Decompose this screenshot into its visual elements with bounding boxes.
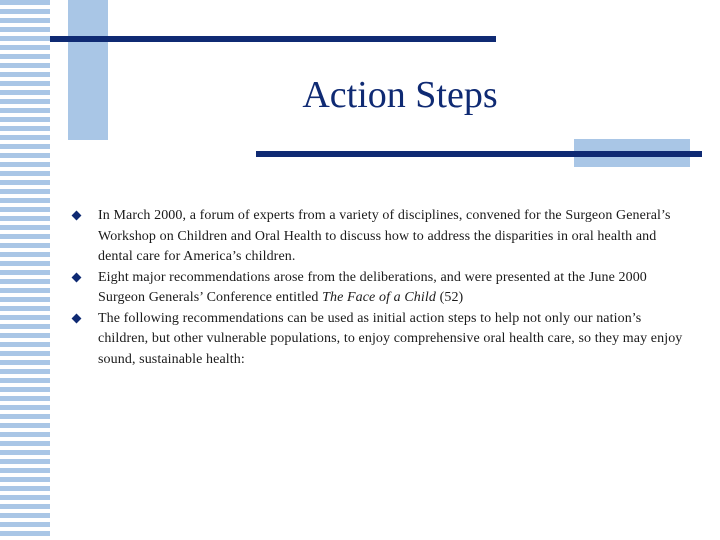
bullet-item-3 [60,309,690,371]
bullet-citation: (52) [435,290,464,305]
diamond-bullet-icon [72,211,82,221]
diamond-bullet-icon [72,272,82,282]
diamond-bullet-icon [72,313,82,323]
decorative-block-top [68,0,108,140]
bottom-rule [256,151,702,157]
bullet-text: The following recommendations can be used as initial action steps to help not only our nation’s children, but other vulnerable populations, to enjoy comprehensive oral health care, so they may enjoy sound, sustainable health: [98,310,683,367]
bullet-item-2 [60,268,690,309]
decorative-stripes [0,0,50,540]
bullet-text: Eight major recommendations arose from the deliberations, and were presented at the June 2000 Surgeon Generals’ Conference entitled [98,269,647,305]
bullet-emphasis-title: The Face of a Child [322,290,436,305]
top-rule [50,36,496,42]
bullet-list [60,206,690,370]
slide-title: Action Steps [302,74,498,116]
bullet-item-1 [60,206,690,268]
bullet-text: In March 2000, a forum of experts from a variety of disciplines, convened for the Surgeon General’s Workshop on Children and Oral Health to discuss how to address the disparities in oral health and dental care for America’s children. [98,208,671,264]
